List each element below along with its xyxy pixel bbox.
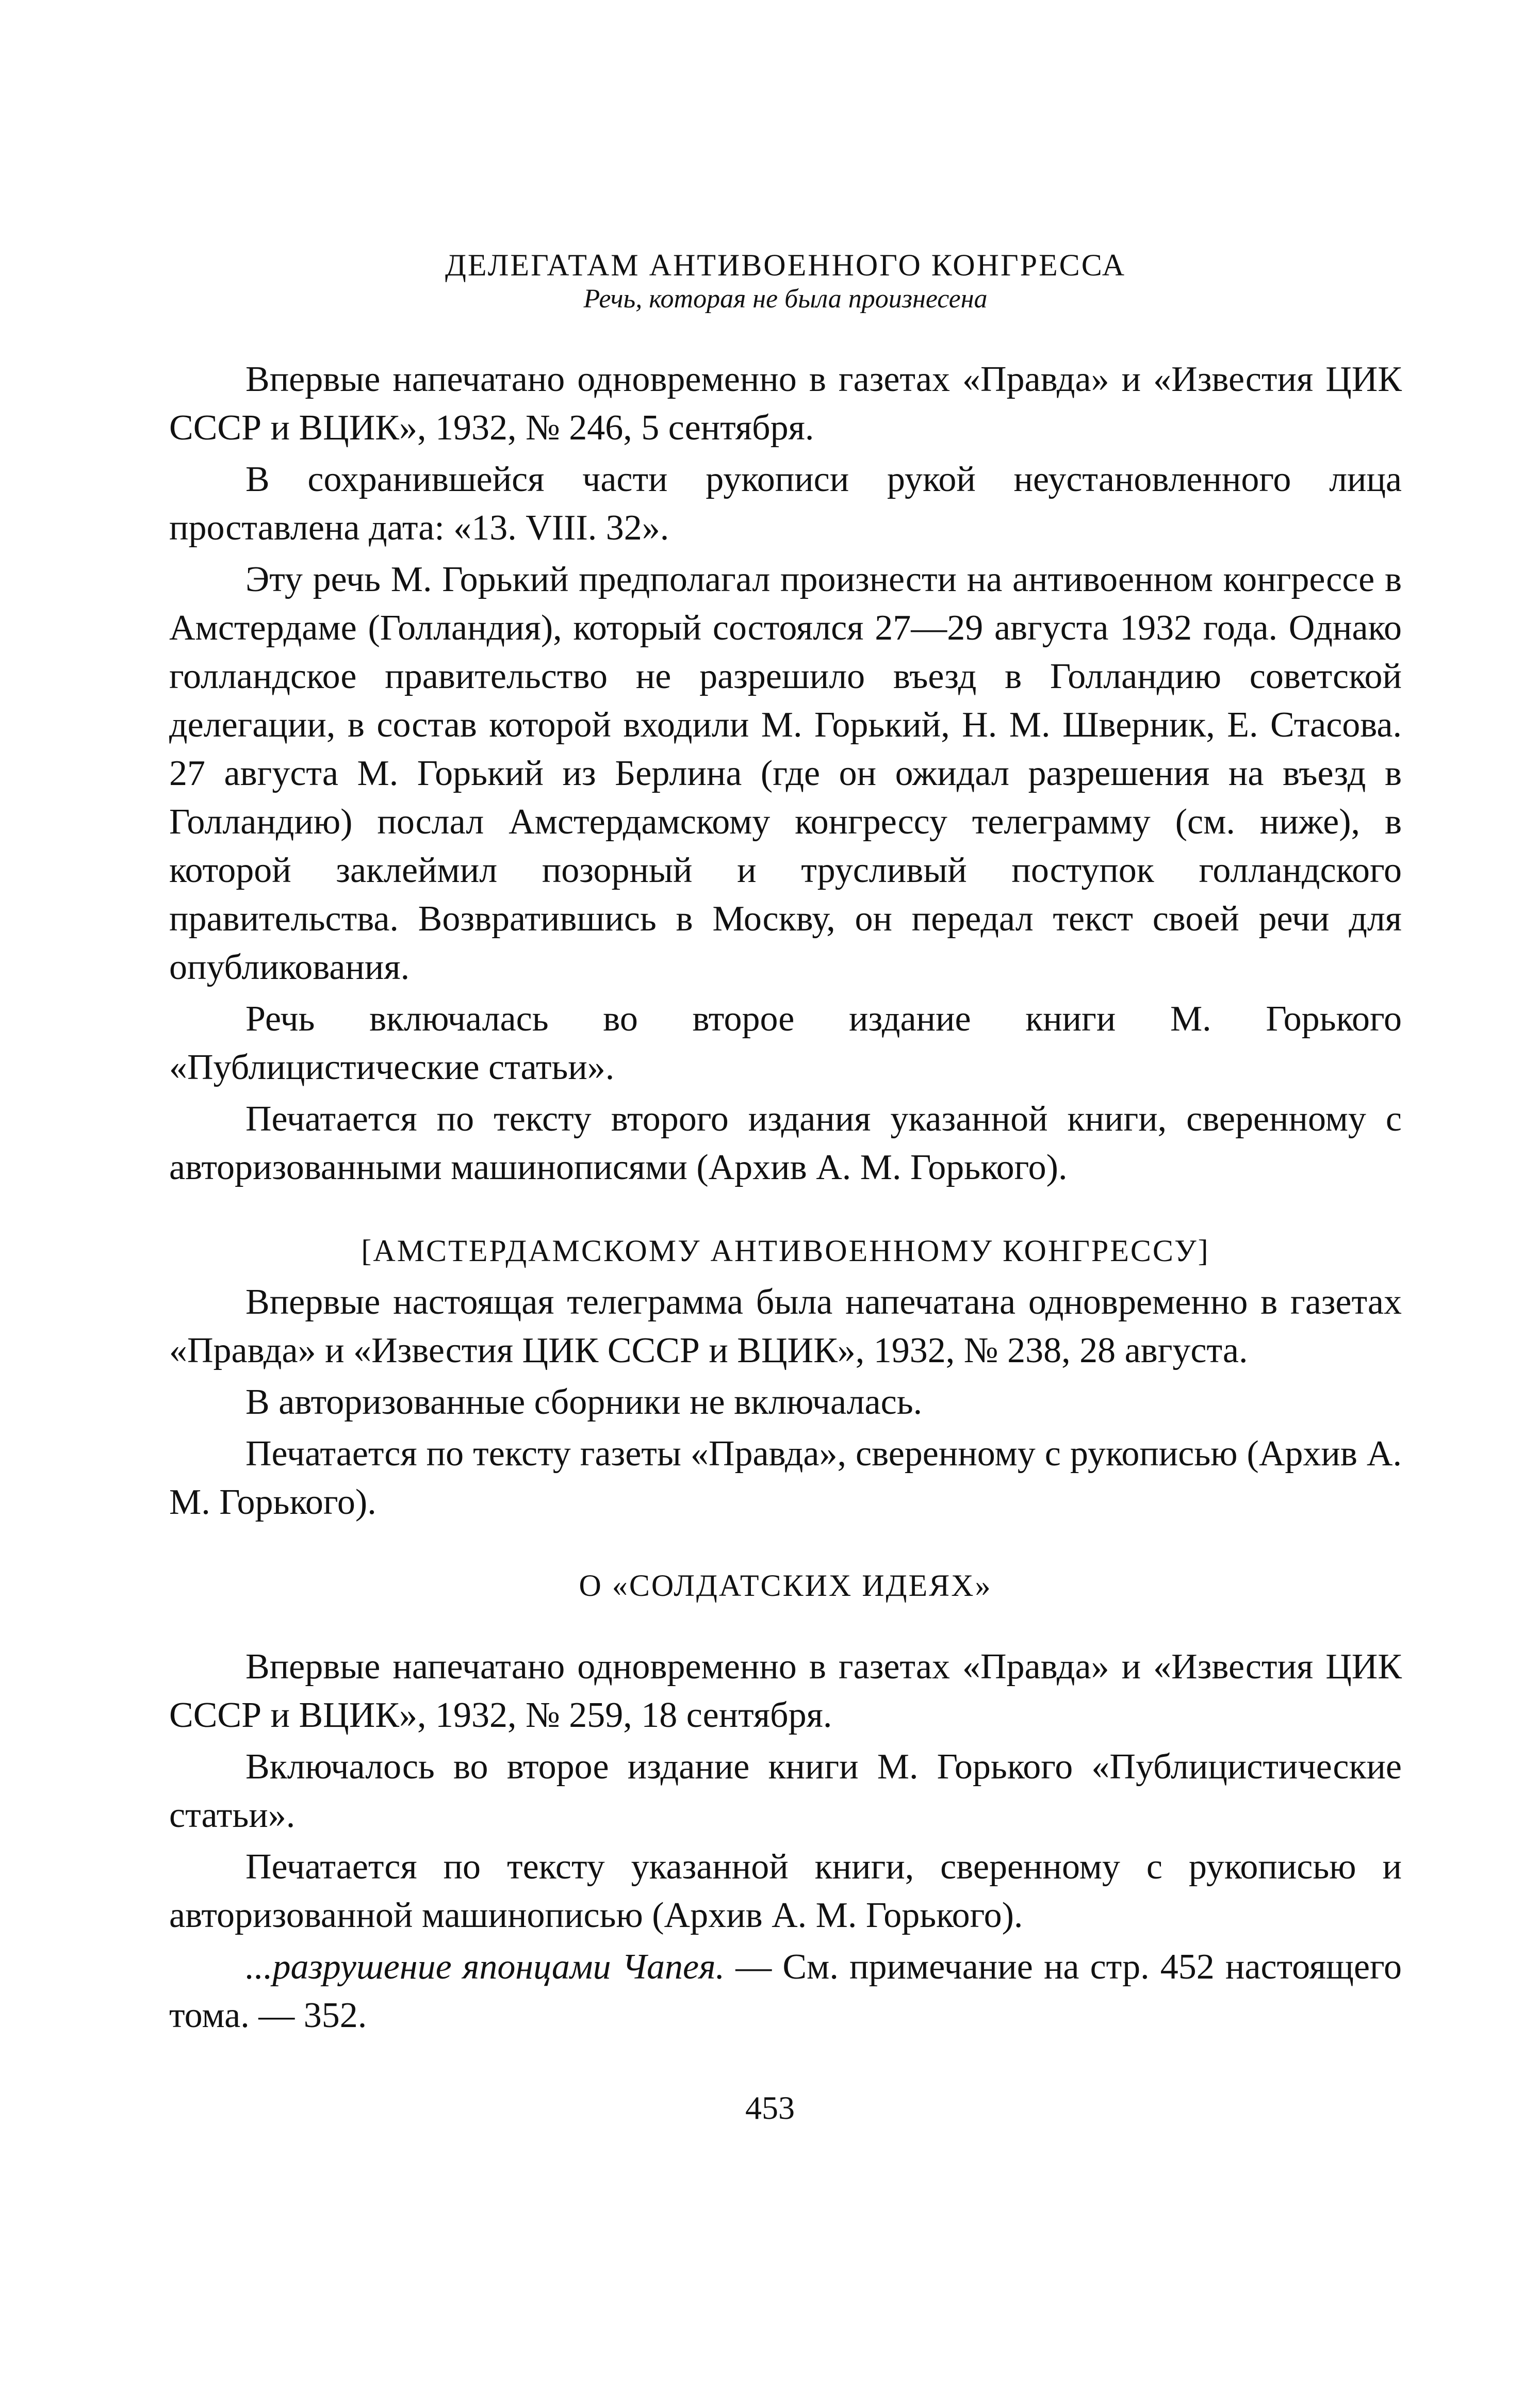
paragraph: Печатается по тексту указанной книги, сверенному с рукописью и авторизованной машинописью (Архив А. М. Горького). (169, 1847, 1402, 1936)
paragraph: Впервые напечатано одновременно в газетах «Правда» и «Известия ЦИК СССР и ВЦИК», 1932, № 259, 18 сентября. (169, 1647, 1402, 1736)
paragraph: Включалось во второе издание книги М. Горького «Публицистические статьи». (169, 1747, 1402, 1836)
section-title: О «СОЛДАТСКИХ ИДЕЯХ» (579, 1569, 992, 1603)
paragraph: Речь включалась во второе издание книги М. Горького «Публицистические статьи». (169, 999, 1402, 1088)
paragraph: Впервые настоящая телеграмма была напечатана одновременно в газетах «Правда» и «Известия ЦИК СССР и ВЦИК», 1932, № 238, 28 августа. (169, 1282, 1402, 1371)
section-soldier-ideas (169, 1568, 1402, 2040)
paragraph: В авторизованные сборники не включалась. (245, 1382, 923, 1423)
section-title: ДЕЛЕГАТАМ АНТИВОЕННОГО КОНГРЕССА (445, 248, 1126, 282)
paragraph: Печатается по тексту второго издания указанной книги, сверенному с авторизованными машинописями (Архив А. М. Горького). (169, 1099, 1402, 1188)
note-paragraph (169, 1943, 1402, 2040)
note-italic-text: ...разрушение японцами Чапея. (245, 1947, 725, 1987)
paragraph: Впервые напечатано одновременно в газетах «Правда» и «Известия ЦИК СССР и ВЦИК», 1932, № 246, 5 сентября. (169, 360, 1402, 448)
section-amsterdam-congress (169, 1233, 1402, 1527)
document-page (169, 248, 1402, 2043)
paragraph: В сохранившейся части рукописи рукой неустановленного лица проставлена дата: «13. VIII. 32». (169, 460, 1402, 548)
page-number: 453 (745, 2089, 795, 2126)
section-title: [АМСТЕРДАМСКОМУ АНТИВОЕННОМУ КОНГРЕССУ] (361, 1234, 1210, 1268)
paragraph: Печатается по тексту газеты «Правда», сверенному с рукописью (Архив А. М. Горького). (169, 1434, 1402, 1523)
section-subtitle: Речь, которая не была произнесена (583, 284, 988, 314)
note-text: — См. примечание на стр. 452 настоящего тома. — 352. (169, 1947, 1402, 2036)
paragraph: Эту речь М. Горький предполагал произнести на антивоенном конгрессе в Амстердаме (Голландия), который состоялся 27—29 августа 1932 года. Однако голландское правительство не разрешило въезд в Голландию советской делегации, в состав которой входили М. Горький, Н. М. Шверник, Е. Стасова. 27 августа М. Горький из Берлина (где он ожидал разрешения на въезд в Голландию) послал Амстердамскому конгрессу телеграмму (см. ниже), в которой заклеймил позорный и трусливый поступок голландского правительства. Возвратившись в Москву, он передал текст своей речи для опубликования. (169, 560, 1402, 988)
section-delegates (169, 248, 1402, 1192)
